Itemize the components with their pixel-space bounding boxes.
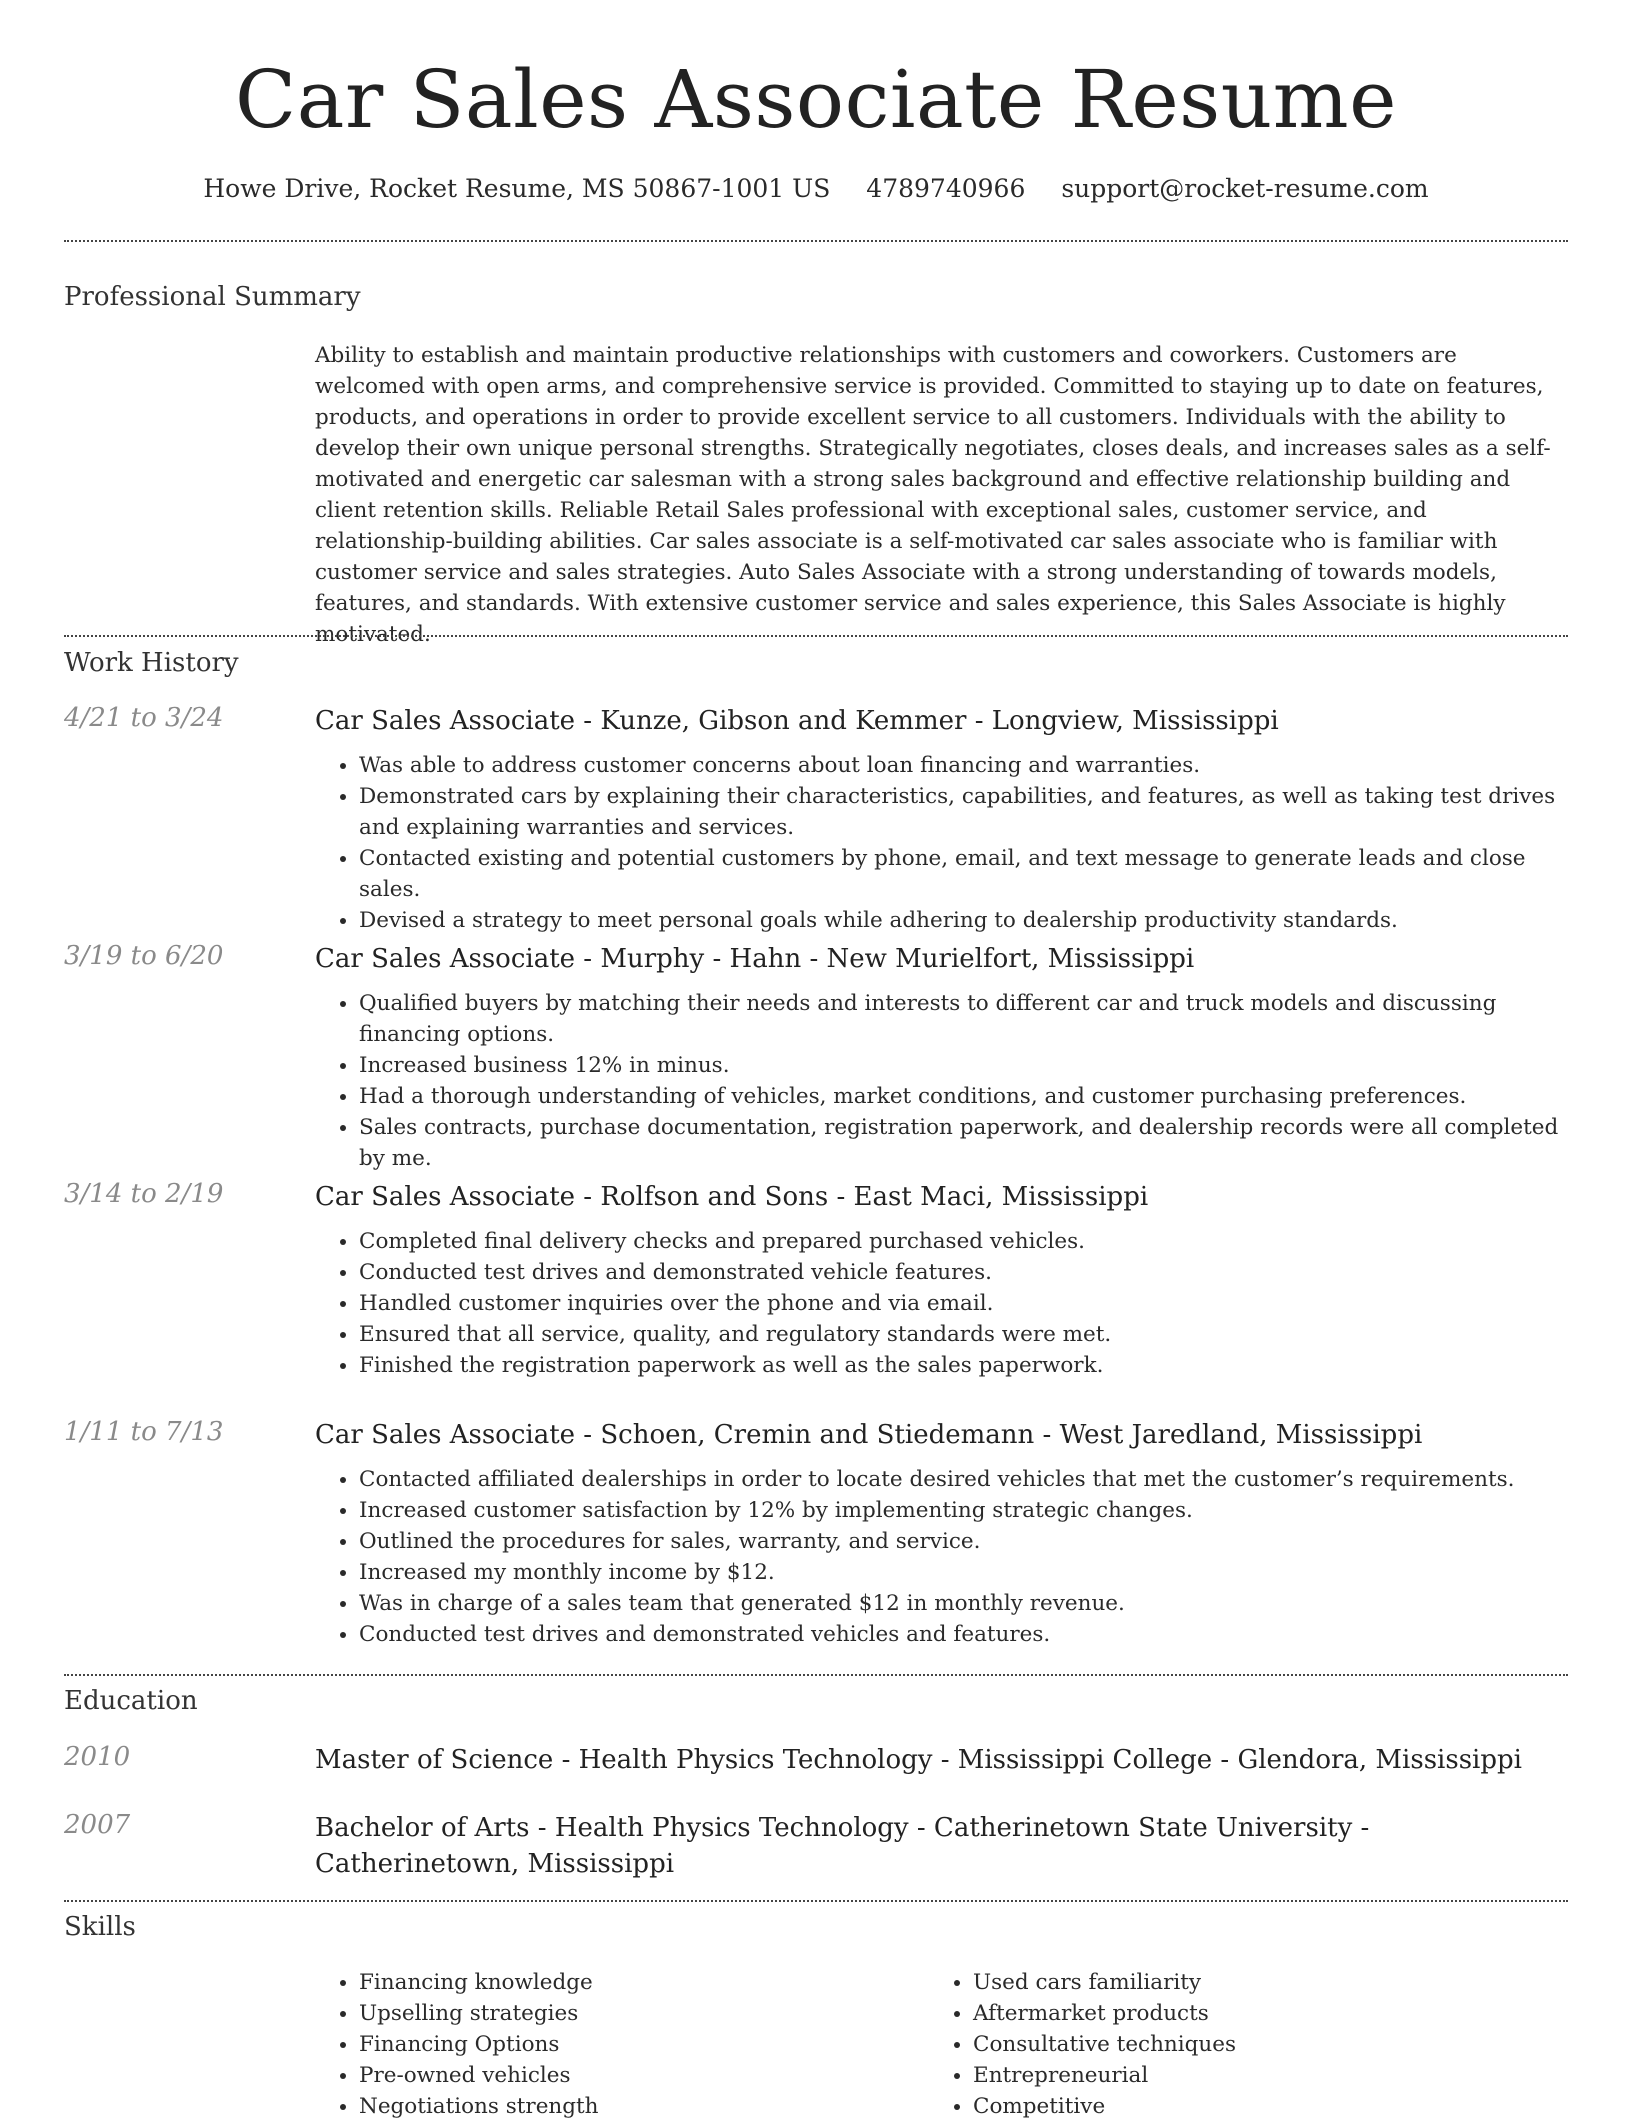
job-entry — [64, 703, 1568, 936]
summary-text: Ability to establish and maintain productive relationships with customers and coworkers. Customers are welcomed with open arms, and comprehensive service is provided. Committed to staying up to date on features, products, and operations in order to provide excellent service to all customers. Individuals with the ability to develop their own unique personal strengths. Strategically negotiates, closes deals, and increases sales as a self-motivated and energetic car salesman with a strong sales background and effective relationship building and client retention skills. Reliable Retail Sales professional with exceptional sales, customer service, and relationship-building abilities. Car sales associate is a self-motivated car sales associate who is familiar with customer service and sales strategies. Auto Sales Associate with a strong understanding of towards models, features, and standards. With extensive customer service and sales experience, this Sales Associate is highly motivated. — [315, 343, 1551, 647]
job-bullet: • Demonstrated cars by explaining their characteristics, capabilities, and features, as well as taking test drives and explaining warranties and services. — [359, 781, 1568, 843]
skill-item: • Negotiations strength — [359, 2091, 599, 2122]
job-bullet: • Was in charge of a sales team that generated $12 in monthly revenue. — [359, 1588, 1568, 1619]
skills-column-right — [929, 1967, 1236, 2122]
skill-item: • Entrepreneurial — [973, 2060, 1236, 2091]
job-bullet: • Conducted test drives and demonstrated vehicles and features. — [359, 1619, 1568, 1650]
contact-phone: 4789740966 — [866, 174, 1026, 203]
job-bullet: • Conducted test drives and demonstrated vehicle features. — [359, 1257, 1568, 1288]
divider — [64, 635, 1568, 637]
divider — [64, 1674, 1568, 1676]
job-bullet: • Devised a strategy to meet personal goals while adhering to dealership productivity standards. — [359, 905, 1568, 936]
education-entry — [64, 1810, 1568, 1882]
section-heading-summary: Professional Summary — [64, 282, 361, 312]
skill-item: • Aftermarket products — [973, 1998, 1236, 2029]
skill-item: • Used cars familiarity — [973, 1967, 1236, 1998]
contact-address: Howe Drive, Rocket Resume, MS 50867-1001 US — [203, 174, 831, 203]
skill-item: • Competitive — [973, 2091, 1236, 2122]
job-bullets — [315, 750, 1568, 936]
section-heading-skills: Skills — [64, 1912, 136, 1942]
job-entry — [64, 1417, 1568, 1650]
job-bullet: • Increased business 12% in minus. — [359, 1050, 1568, 1081]
resume-page — [64, 0, 1568, 2119]
job-bullet: • Sales contracts, purchase documentation, registration paperwork, and dealership records were all completed by me. — [359, 1112, 1568, 1174]
divider — [64, 240, 1568, 242]
page-title: Car Sales Associate Resume — [235, 53, 1397, 146]
job-date: 4/21 to 3/24 — [64, 703, 224, 733]
skills-column-left — [315, 1967, 599, 2122]
job-bullets — [315, 988, 1568, 1174]
job-title: Car Sales Associate - Murphy - Hahn - New Murielfort, Mississippi — [315, 944, 1195, 974]
job-bullets — [315, 1226, 1568, 1381]
job-bullet: • Contacted affiliated dealerships in order to locate desired vehicles that met the customer’s requirements. — [359, 1464, 1568, 1495]
job-bullet: • Contacted existing and potential customers by phone, email, and text message to generate leads and close sales. — [359, 843, 1568, 905]
job-title: Car Sales Associate - Schoen, Cremin and Stiedemann - West Jaredland, Mississippi — [315, 1420, 1423, 1450]
section-heading-education: Education — [64, 1686, 198, 1716]
job-bullet: • Was able to address customer concerns about loan financing and warranties. — [359, 750, 1568, 781]
education-title: Bachelor of Arts - Health Physics Technology - Catherinetown State University - Catherinetown, Mississippi — [315, 1813, 1370, 1879]
job-bullet: • Outlined the procedures for sales, warranty, and service. — [359, 1526, 1568, 1557]
skill-item: • Financing knowledge — [359, 1967, 599, 1998]
job-date: 3/14 to 2/19 — [64, 1179, 224, 1209]
contact-email: support@rocket-resume.com — [1061, 174, 1429, 203]
job-entry — [64, 941, 1568, 1174]
skill-item: • Financing Options — [359, 2029, 599, 2060]
job-entry — [64, 1179, 1568, 1381]
job-bullet: • Had a thorough understanding of vehicles, market conditions, and customer purchasing preferences. — [359, 1081, 1568, 1112]
education-entry — [64, 1742, 1568, 1778]
divider — [64, 1900, 1568, 1902]
job-date: 3/19 to 6/20 — [64, 941, 224, 971]
job-bullet: • Ensured that all service, quality, and regulatory standards were met. — [359, 1319, 1568, 1350]
job-bullets — [315, 1464, 1568, 1650]
skill-item: • Pre-owned vehicles — [359, 2060, 599, 2091]
job-bullet: • Handled customer inquiries over the phone and via email. — [359, 1288, 1568, 1319]
education-date: 2010 — [64, 1742, 131, 1772]
job-bullet: • Completed final delivery checks and prepared purchased vehicles. — [359, 1226, 1568, 1257]
education-date: 2007 — [64, 1810, 131, 1840]
job-bullet: • Finished the registration paperwork as well as the sales paperwork. — [359, 1350, 1568, 1381]
section-heading-work: Work History — [64, 648, 239, 678]
education-title: Master of Science - Health Physics Technology - Mississippi College - Glendora, Mississippi — [315, 1745, 1522, 1775]
job-title: Car Sales Associate - Kunze, Gibson and Kemmer - Longview, Mississippi — [315, 706, 1279, 736]
job-date: 1/11 to 7/13 — [64, 1417, 224, 1447]
job-bullet: • Increased my monthly income by $12. — [359, 1557, 1568, 1588]
job-bullet: • Qualified buyers by matching their needs and interests to different car and truck models and discussing financing options. — [359, 988, 1568, 1050]
contact-line — [64, 174, 1568, 203]
job-bullet: • Increased customer satisfaction by 12% by implementing strategic changes. — [359, 1495, 1568, 1526]
skill-item: • Consultative techniques — [973, 2029, 1236, 2060]
skill-item: • Upselling strategies — [359, 1998, 599, 2029]
job-title: Car Sales Associate - Rolfson and Sons - East Maci, Mississippi — [315, 1182, 1149, 1212]
